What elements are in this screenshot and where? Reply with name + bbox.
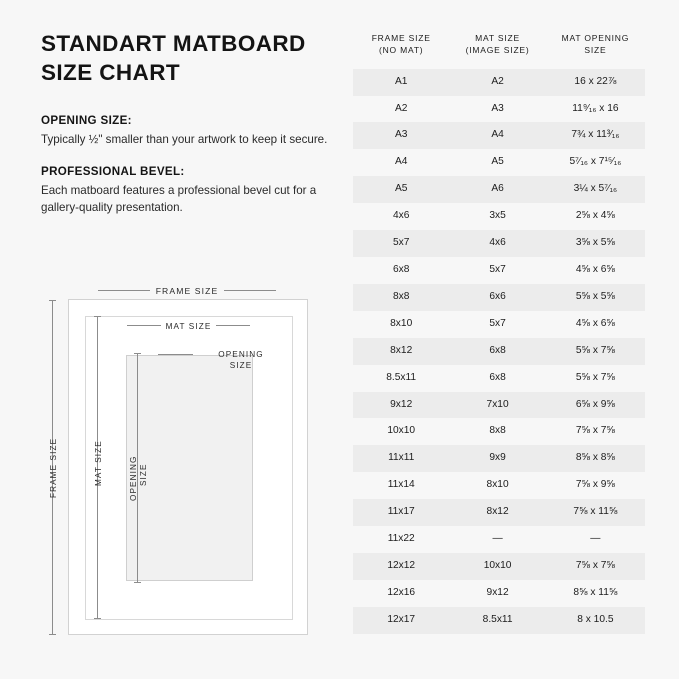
frame-size-measure-cap-bottom: [49, 634, 56, 635]
frame-size-measure-cap-top: [49, 300, 56, 301]
opening-size-text-line1: OPENING: [218, 350, 264, 359]
column-header-mat-size: [449, 32, 545, 69]
leader-line-right: [224, 290, 276, 291]
cell-opening-size: 5⅝ x 5⅝: [546, 284, 645, 311]
cell-mat-size: 8x10: [449, 472, 545, 499]
info-block-body: Typically ½" smaller than your artwork to keep it secure.: [41, 132, 328, 146]
table-row: [353, 607, 645, 634]
cell-frame-size: 5x7: [353, 230, 449, 257]
cell-opening-size: 5⅝ x 7⅝: [546, 338, 645, 365]
cell-opening-size: 3⅝ x 5⅝: [546, 230, 645, 257]
cell-mat-size: 3x5: [449, 203, 545, 230]
cell-opening-size: 2⅝ x 4⅝: [546, 203, 645, 230]
cell-opening-size: 7⅝ x 7⅝: [546, 418, 645, 445]
table-row: [353, 338, 645, 365]
cell-opening-size: 8 x 10.5: [546, 607, 645, 634]
table-row: [353, 230, 645, 257]
diagram-opening-size-label-side-line1: OPENING: [129, 455, 138, 501]
diagram-frame-size-label-side: FRAME SIZE: [49, 437, 58, 498]
table-row: [353, 257, 645, 284]
column-header-line2: SIZE: [584, 45, 607, 56]
cell-frame-size: 8.5x11: [353, 365, 449, 392]
cell-opening-size: 8⅝ x 8⅝: [546, 445, 645, 472]
cell-frame-size: A1: [353, 69, 449, 96]
table-row: [353, 284, 645, 311]
table-row: [353, 553, 645, 580]
diagram-opening-size-label-side-line2: SIZE: [139, 463, 148, 486]
cell-frame-size: A5: [353, 176, 449, 203]
cell-opening-size: 6⅝ x 9⅝: [546, 392, 645, 419]
mat-size-measure-cap-top: [94, 316, 101, 317]
cell-frame-size: 8x8: [353, 284, 449, 311]
cell-mat-size: 8.5x11: [449, 607, 545, 634]
cell-frame-size: 10x10: [353, 418, 449, 445]
table-row: [353, 122, 645, 149]
table-row: [353, 149, 645, 176]
cell-mat-size: 6x8: [449, 338, 545, 365]
cell-mat-size: A2: [449, 69, 545, 96]
column-header-line1: MAT OPENING: [561, 33, 630, 43]
table-row: [353, 69, 645, 96]
table-row: [353, 526, 645, 553]
cell-frame-size: 12x17: [353, 607, 449, 634]
size-table-wrap: [353, 32, 645, 634]
table-row: [353, 176, 645, 203]
table-row: [353, 472, 645, 499]
table-row: [353, 418, 645, 445]
info-block-heading: PROFESSIONAL BEVEL:: [41, 164, 185, 178]
cell-mat-size: 8x8: [449, 418, 545, 445]
column-header-line1: FRAME SIZE: [371, 33, 431, 43]
cell-mat-size: A3: [449, 96, 545, 123]
cell-frame-size: 4x6: [353, 203, 449, 230]
column-header-line1: MAT SIZE: [475, 33, 520, 43]
cell-mat-size: 7x10: [449, 392, 545, 419]
table-row: [353, 311, 645, 338]
cell-mat-size: A6: [449, 176, 545, 203]
cell-opening-size: —: [546, 526, 645, 553]
cell-opening-size: 4⅝ x 6⅝: [546, 257, 645, 284]
cell-opening-size: 7⅝ x 7⅝: [546, 553, 645, 580]
cell-opening-size: 7¾ x 11³⁄₁₆: [546, 122, 645, 149]
diagram-opening-size-label-top: [193, 349, 289, 371]
table-row: [353, 203, 645, 230]
cell-mat-size: 6x8: [449, 365, 545, 392]
cell-mat-size: 8x12: [449, 499, 545, 526]
leader-line-right: [216, 325, 250, 326]
info-block-opening-size: [41, 114, 331, 148]
info-block-heading: OPENING SIZE:: [41, 113, 132, 127]
page-title: STANDART MATBOARD SIZE CHART: [41, 31, 306, 85]
cell-frame-size: 9x12: [353, 392, 449, 419]
diagram-mat-size-label-top: [101, 322, 276, 331]
cell-opening-size: 5⅝ x 7⅝: [546, 365, 645, 392]
cell-frame-size: A4: [353, 149, 449, 176]
cell-frame-size: 6x8: [353, 257, 449, 284]
cell-mat-size: 9x9: [449, 445, 545, 472]
size-table-body: [353, 69, 645, 634]
cell-frame-size: 11x22: [353, 526, 449, 553]
column-header-line2: (IMAGE SIZE): [465, 45, 530, 56]
cell-mat-size: A4: [449, 122, 545, 149]
cell-opening-size: 7⅝ x 11⅝: [546, 499, 645, 526]
cell-opening-size: 16 x 22⅞: [546, 69, 645, 96]
table-row: [353, 96, 645, 123]
table-header-row: [353, 32, 645, 69]
cell-opening-size: 5⁷⁄₁₆ x 7¹⁵⁄₁₆: [546, 149, 645, 176]
opening-size-measure-cap-top: [134, 353, 141, 354]
opening-size-measure-cap-bottom: [134, 582, 141, 583]
column-header-frame-size: [353, 32, 449, 69]
cell-frame-size: 11x17: [353, 499, 449, 526]
cell-frame-size: 12x12: [353, 553, 449, 580]
cell-mat-size: 4x6: [449, 230, 545, 257]
frame-size-text: FRAME SIZE: [155, 286, 219, 296]
mat-size-measure-cap-bottom: [94, 618, 101, 619]
table-row: [353, 365, 645, 392]
table-row: [353, 580, 645, 607]
cell-frame-size: 11x14: [353, 472, 449, 499]
cell-opening-size: 3¼ x 5⁷⁄₁₆: [546, 176, 645, 203]
column-header-line2: (NO MAT): [378, 45, 424, 56]
intro-column: [41, 30, 331, 234]
diagram-frame-size-label-top: [41, 286, 333, 296]
cell-frame-size: A2: [353, 96, 449, 123]
cell-frame-size: 12x16: [353, 580, 449, 607]
cell-mat-size: 5x7: [449, 257, 545, 284]
table-row: [353, 445, 645, 472]
column-header-mat-opening-size: [546, 32, 645, 69]
opening-leader-line: [158, 354, 193, 355]
leader-line-left: [127, 325, 161, 326]
info-block-body: Each matboard features a professional bevel cut for a gallery-quality presentation.: [41, 183, 317, 215]
cell-mat-size: 9x12: [449, 580, 545, 607]
cell-mat-size: 10x10: [449, 553, 545, 580]
table-row: [353, 499, 645, 526]
cell-mat-size: —: [449, 526, 545, 553]
cell-frame-size: 8x10: [353, 311, 449, 338]
diagram-mat-size-label-side: MAT SIZE: [94, 440, 103, 486]
cell-mat-size: A5: [449, 149, 545, 176]
size-table-head: [353, 32, 645, 69]
leader-line-left: [98, 290, 150, 291]
opening-size-text-line2: SIZE: [229, 361, 253, 371]
cell-opening-size: 8⅝ x 11⅝: [546, 580, 645, 607]
cell-opening-size: 7⅝ x 9⅝: [546, 472, 645, 499]
cell-mat-size: 6x6: [449, 284, 545, 311]
cell-opening-size: 11⁹⁄₁₆ x 16: [546, 96, 645, 123]
cell-frame-size: 8x12: [353, 338, 449, 365]
cell-mat-size: 5x7: [449, 311, 545, 338]
info-block-professional-bevel: [41, 165, 331, 217]
mat-size-text: MAT SIZE: [165, 322, 212, 331]
size-table: [353, 32, 645, 634]
cell-frame-size: A3: [353, 122, 449, 149]
cell-frame-size: 11x11: [353, 445, 449, 472]
cell-opening-size: 4⅝ x 6⅝: [546, 311, 645, 338]
frame-diagram: [41, 286, 333, 646]
table-row: [353, 392, 645, 419]
